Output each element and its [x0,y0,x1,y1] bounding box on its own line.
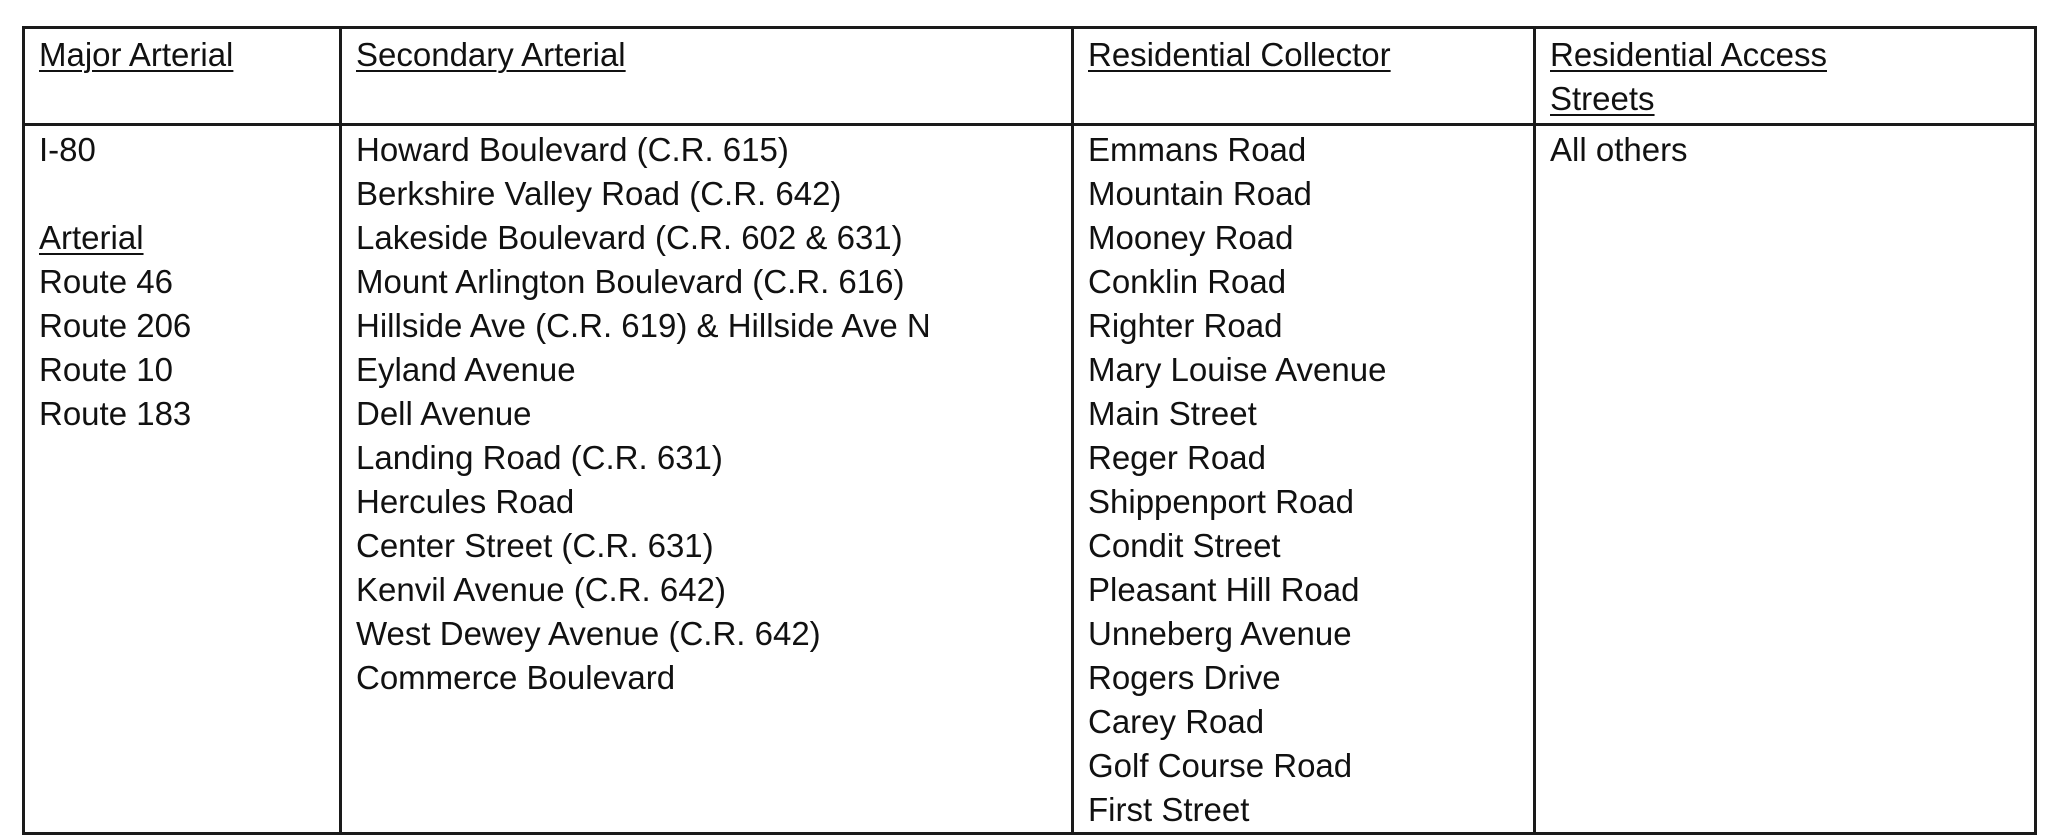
secondary-arterial-list [356,128,1071,700]
residential-collector-list [1088,128,1533,832]
list-item: All others [1550,131,1688,168]
list-item: Commerce Boulevard [356,659,676,696]
list-item: Condit Street [1088,527,1281,564]
list-item: Conklin Road [1088,263,1287,300]
list-item: Landing Road (C.R. 631) [356,439,723,476]
residential-access-list [1550,128,2034,172]
list-item: Hercules Road [356,483,575,520]
list-item: Route 10 [39,351,173,388]
list-item: Route 46 [39,263,173,300]
header-row [24,28,2036,125]
list-item: Emmans Road [1088,131,1307,168]
list-item: Kenvil Avenue (C.R. 642) [356,571,726,608]
header-residential-access: Residential Access Streets [1535,28,2036,125]
route-list [39,260,339,436]
list-item: Howard Boulevard (C.R. 615) [356,131,789,168]
list-item: Route 183 [39,395,192,432]
header-residential-collector: Residential Collector [1073,28,1535,125]
list-item: Mary Louise Avenue [1088,351,1387,388]
list-item: Berkshire Valley Road (C.R. 642) [356,175,842,212]
list-item: Center Street (C.R. 631) [356,527,714,564]
list-item: West Dewey Avenue (C.R. 642) [356,615,821,652]
secondary-arterial-cell [341,125,1073,834]
header-secondary-arterial: Secondary Arterial [341,28,1073,125]
list-item: Mountain Road [1088,175,1312,212]
list-item: Unneberg Avenue [1088,615,1352,652]
list-item: Golf Course Road [1088,747,1353,784]
list-item: Mooney Road [1088,219,1294,256]
list-item: Shippenport Road [1088,483,1355,520]
list-item: Carey Road [1088,703,1265,740]
list-item: Mount Arlington Boulevard (C.R. 616) [356,263,905,300]
residential-collector-cell [1073,125,1535,834]
list-item: Pleasant Hill Road [1088,571,1360,608]
list-item: Reger Road [1088,439,1266,476]
list-item: Rogers Drive [1088,659,1281,696]
list-item: Dell Avenue [356,395,532,432]
list-item: Hillside Ave (C.R. 619) & Hillside Ave N [356,307,931,344]
arterial-subheading: Arterial [39,219,144,256]
list-item: Route 206 [39,307,192,344]
header-major-arterial: Major Arterial [24,28,341,125]
list-item: First Street [1088,791,1250,828]
list-item: Eyland Avenue [356,351,576,388]
major-arterial-cell [24,125,341,834]
list-item: Main Street [1088,395,1257,432]
body-row [24,125,2036,834]
residential-access-cell [1535,125,2036,834]
list-item: Righter Road [1088,307,1283,344]
interstate-item: I-80 [39,131,96,168]
list-item: Lakeside Boulevard (C.R. 602 & 631) [356,219,903,256]
road-classification-table [22,26,2037,835]
